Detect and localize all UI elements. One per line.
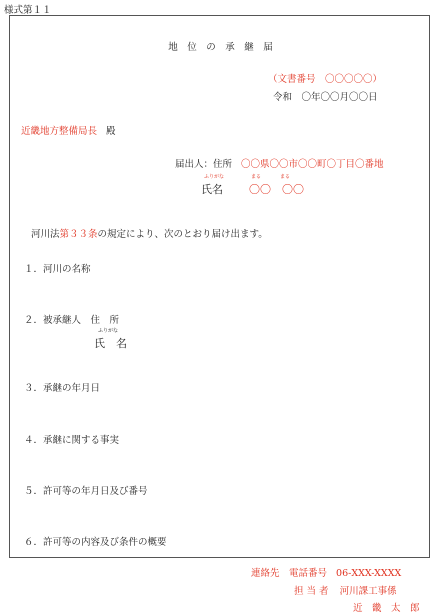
item-6: ６．許可等の内容及び条件の概要 bbox=[24, 537, 167, 548]
contact-person-dept: 河川課工事係 bbox=[339, 586, 397, 597]
applicant-name-ruby-1: まる bbox=[251, 174, 262, 180]
applicant-label: 届出人：住所 bbox=[175, 159, 233, 170]
applicant-name-ruby-2: まる bbox=[280, 174, 291, 180]
contact-phone-label: 連絡先 電話番号 bbox=[251, 568, 328, 579]
applicant-name-label: 氏名 bbox=[201, 183, 223, 196]
form-label: 様式第１１ bbox=[4, 5, 52, 16]
document-title: 地 位 の 承 継 届 bbox=[168, 42, 273, 53]
document-number: （文書番号 〇〇〇〇〇） bbox=[268, 74, 383, 85]
contact-line-1 bbox=[251, 565, 401, 579]
statement-prefix: 河川法 bbox=[31, 229, 60, 240]
item-2-name: 氏 名 bbox=[94, 337, 127, 350]
document-date: 令和 〇年〇〇月〇〇日 bbox=[273, 92, 378, 103]
applicant-address: 〇〇県〇〇市〇〇町〇丁目〇番地 bbox=[241, 159, 384, 170]
item-3: ３．承継の年月日 bbox=[24, 383, 101, 394]
applicant-address-row bbox=[175, 156, 384, 170]
contact-line-2 bbox=[294, 583, 397, 597]
item-4: ４．承継に関する事実 bbox=[24, 435, 120, 446]
statement-article: 第３３条 bbox=[59, 229, 98, 240]
item-2-name-ruby: ふりがな bbox=[98, 328, 119, 334]
item-2: ２．被承継人 住 所 bbox=[24, 315, 120, 326]
recipient-suffix: 殿 bbox=[106, 126, 116, 137]
item-5: ５．許可等の年月日及び番号 bbox=[24, 486, 148, 497]
contact-person-name: 近 畿 太 郎 bbox=[353, 603, 420, 614]
applicant-name-value: 〇〇 〇〇 bbox=[249, 183, 304, 196]
contact-person-label: 担 当 者 bbox=[294, 586, 329, 597]
statement bbox=[31, 226, 268, 240]
recipient-name: 近畿地方整備局長 bbox=[21, 126, 98, 137]
contact-phone-value: 06-XXX-XXXX bbox=[336, 568, 402, 579]
recipient bbox=[21, 123, 116, 137]
statement-suffix: の規定により、次のとおり届け出ます。 bbox=[97, 229, 268, 240]
applicant-name-label-ruby: ふりがな bbox=[204, 174, 225, 180]
item-1: １．河川の名称 bbox=[24, 264, 91, 275]
